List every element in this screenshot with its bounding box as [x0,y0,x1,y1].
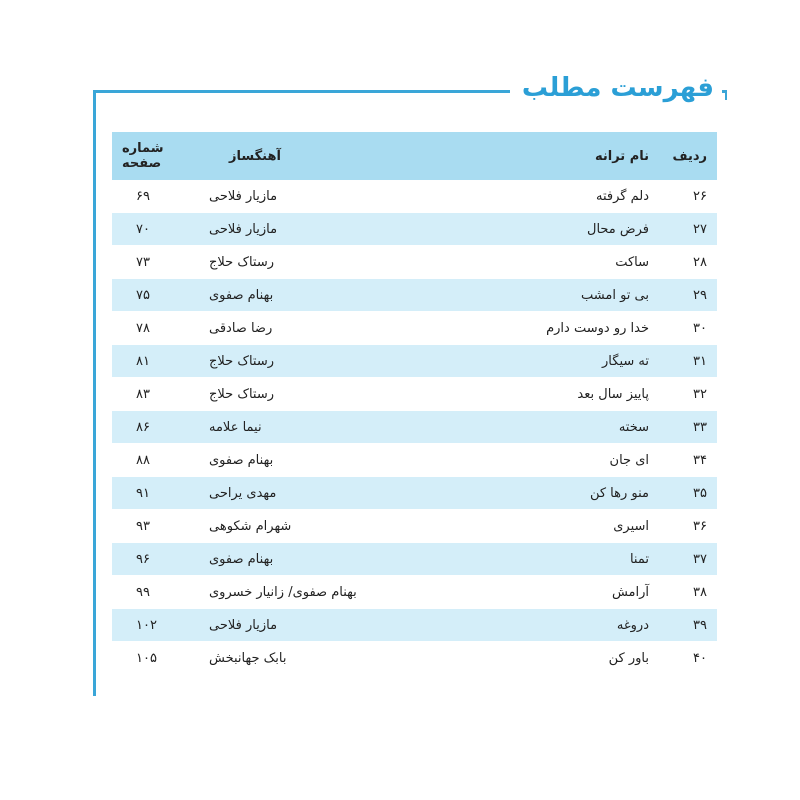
song-name-cell: پاییز سال بعد [439,378,659,411]
song-name-cell: اسیری [439,510,659,543]
row-number-cell: ۳۷ [659,543,717,576]
table-row [112,411,717,444]
page-number-cell: ۷۰ [112,213,189,246]
row-number-cell: ۳۵ [659,477,717,510]
row-number-cell: ۳۹ [659,609,717,642]
composer-cell: مازیار فلاحی [189,609,439,642]
row-number-cell: ۳۳ [659,411,717,444]
song-name-cell: ته سیگار [439,345,659,378]
row-number-cell: ۳۸ [659,576,717,609]
row-number-cell: ۳۴ [659,444,717,477]
page-number-cell: ۸۸ [112,444,189,477]
row-number-cell: ۳۱ [659,345,717,378]
table-row [112,444,717,477]
composer-cell: رستاک حلاج [189,246,439,279]
row-number-cell: ۴۰ [659,642,717,675]
table-row [112,345,717,378]
page-number-cell: ۱۰۲ [112,609,189,642]
table-row [112,477,717,510]
composer-cell: مازیار فلاحی [189,180,439,213]
page-number-cell: ۹۶ [112,543,189,576]
composer-cell: بابک جهانبخش [189,642,439,675]
composer-cell: بهنام صفوی [189,543,439,576]
table-row [112,576,717,609]
table-row [112,213,717,246]
table-row [112,180,717,213]
page-number-cell: ۸۶ [112,411,189,444]
table-row [112,279,717,312]
song-name-cell: فرض محال [439,213,659,246]
header-song-name: نام ترانه [439,132,659,180]
page-number-cell: ۹۱ [112,477,189,510]
composer-cell: رستاک حلاج [189,345,439,378]
song-name-cell: دلم گرفته [439,180,659,213]
table-row [112,510,717,543]
toc-body [112,180,717,675]
page-number-cell: ۷۸ [112,312,189,345]
frame-corner [725,90,727,100]
page-number-cell: ۷۵ [112,279,189,312]
header-composer: آهنگساز [189,132,439,180]
table-row [112,312,717,345]
song-name-cell: بی تو امشب [439,279,659,312]
row-number-cell: ۳۶ [659,510,717,543]
table-row [112,543,717,576]
song-name-cell: تمنا [439,543,659,576]
page-number-cell: ۹۳ [112,510,189,543]
composer-cell: نیما علامه [189,411,439,444]
table-row [112,246,717,279]
toc-table [112,132,717,675]
song-name-cell: دروغه [439,609,659,642]
table-row [112,642,717,675]
composer-cell: مهدی یراحی [189,477,439,510]
row-number-cell: ۲۶ [659,180,717,213]
header-page-number: شماره صفحه [112,132,189,180]
row-number-cell: ۳۰ [659,312,717,345]
page-number-cell: ۸۳ [112,378,189,411]
composer-cell: بهنام صفوی/ زانیار خسروی [189,576,439,609]
composer-cell: شهرام شکوهی [189,510,439,543]
song-name-cell: سخته [439,411,659,444]
song-name-cell: خدا رو دوست دارم [439,312,659,345]
row-number-cell: ۲۹ [659,279,717,312]
song-name-cell: ای جان [439,444,659,477]
page-number-cell: ۸۱ [112,345,189,378]
page-number-cell: ۱۰۵ [112,642,189,675]
composer-cell: بهنام صفوی [189,279,439,312]
composer-cell: رستاک حلاج [189,378,439,411]
row-number-cell: ۲۷ [659,213,717,246]
page-number-cell: ۹۹ [112,576,189,609]
song-name-cell: ساکت [439,246,659,279]
table-header-row [112,132,717,180]
composer-cell: مازیار فلاحی [189,213,439,246]
song-name-cell: منو رها کن [439,477,659,510]
table-row [112,378,717,411]
page-number-cell: ۶۹ [112,180,189,213]
song-name-cell: باور کن [439,642,659,675]
composer-cell: رضا صادقی [189,312,439,345]
row-number-cell: ۲۸ [659,246,717,279]
song-name-cell: آرامش [439,576,659,609]
composer-cell: بهنام صفوی [189,444,439,477]
header-row-number: ردیف [659,132,717,180]
page-title: فهرست مطلب [510,70,722,106]
table-row [112,609,717,642]
page-number-cell: ۷۳ [112,246,189,279]
row-number-cell: ۳۲ [659,378,717,411]
